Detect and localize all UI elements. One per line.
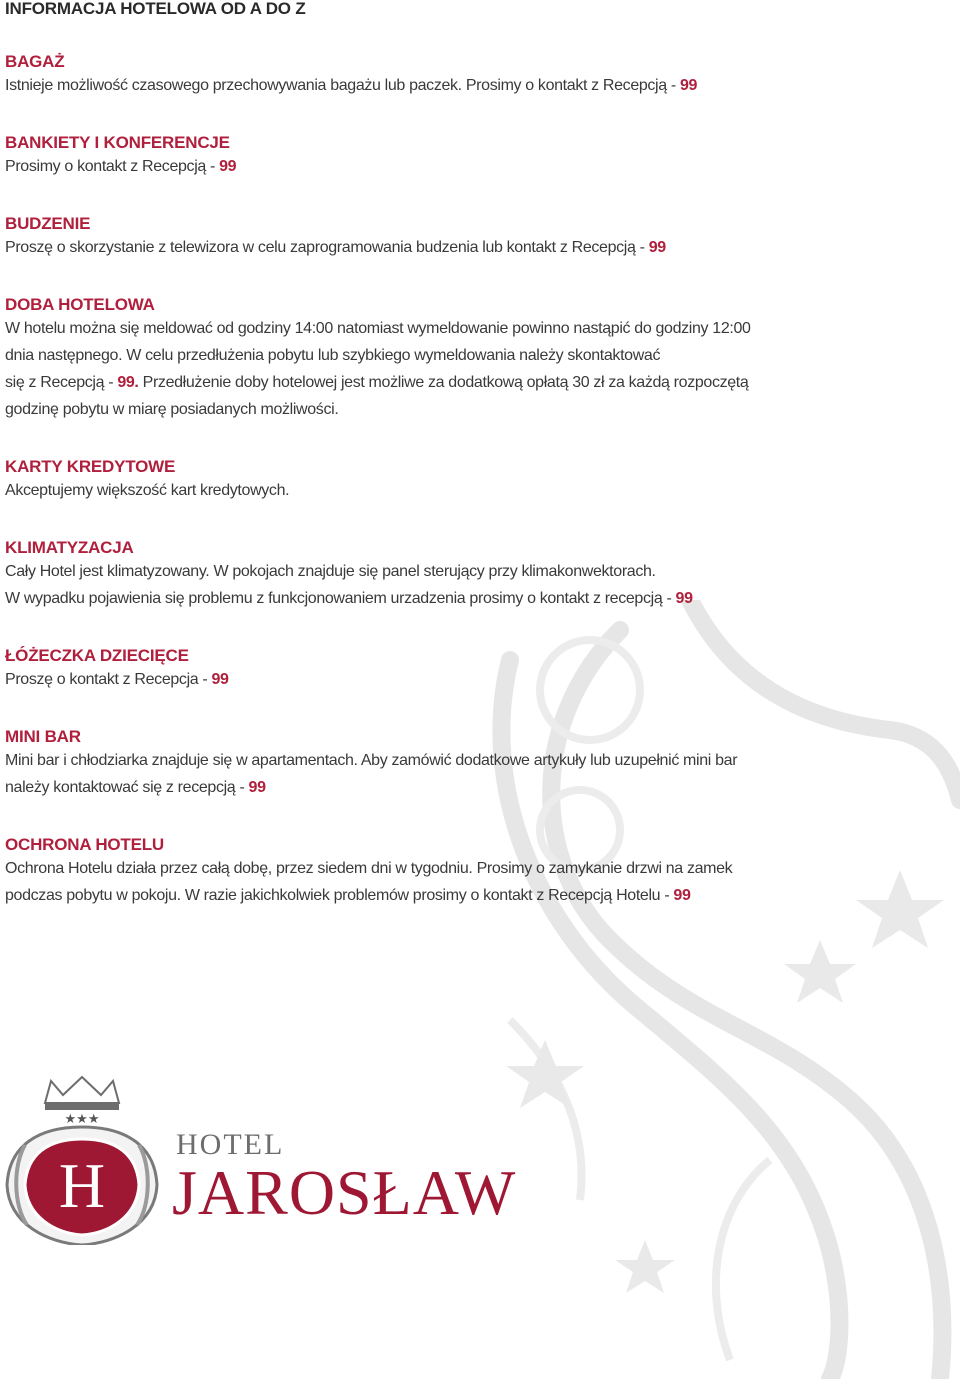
- body-line: [5, 369, 751, 396]
- line-text: Istnieje możliwość czasowego przechowywania bagażu lub paczek. Prosimy o kontakt z Recepcją -: [5, 77, 680, 94]
- body-line: [5, 477, 289, 504]
- body-line: [5, 882, 732, 909]
- section-heading: ŁÓŻECZKA DZIECIĘCE: [5, 646, 189, 665]
- body-line: [5, 72, 697, 99]
- line-text: podczas pobytu w pokoju. W razie jakichkolwiek problemów prosimy o kontakt z Recepcją Hotelu -: [5, 887, 674, 904]
- line-text: Proszę o skorzystanie z telewizora w celu zaprogramowania budzenia lub kontakt z Recepcją -: [5, 239, 649, 256]
- line-text: Mini bar i chłodziarka znajduje się w apartamentach. Aby zamówić dodatkowe artykuły lub uzupełnić mini bar: [5, 752, 738, 769]
- document-content: [5, 0, 955, 18]
- info-section: [5, 295, 751, 423]
- info-section: [5, 214, 666, 261]
- section-heading: BUDZENIE: [5, 214, 91, 233]
- body-line: [5, 585, 693, 612]
- body-line: [5, 234, 666, 261]
- section-body: [5, 153, 236, 180]
- info-section: [5, 646, 229, 693]
- section-body: [5, 855, 732, 909]
- crown-icon: [45, 1077, 119, 1110]
- line-text: W wypadku pojawienia się problemu z funkcjonowaniem urzadzenia prosimy o kontakt z recepcją -: [5, 590, 676, 607]
- section-body: [5, 234, 666, 261]
- section-heading: MINI BAR: [5, 727, 81, 746]
- section-body: [5, 72, 697, 99]
- body-line: [5, 558, 693, 585]
- info-section: [5, 457, 289, 504]
- section-body: [5, 747, 737, 801]
- line-text: W hotelu można się meldować od godziny 14:00 natomiast wymeldowanie powinno nastąpić do godziny 12:00: [5, 320, 751, 337]
- line-text: Proszę o kontakt z Recepcja -: [5, 671, 212, 688]
- line-text: dnia następnego. W celu przedłużenia pobytu lub szybkiego wymeldowania należy skontaktować: [5, 347, 661, 364]
- reception-phone: 99: [679, 77, 698, 94]
- reception-phone: 99: [673, 887, 691, 904]
- info-section: [5, 133, 236, 180]
- line-text-after: Przedłużenie doby hotelowej jest możliwe za dodatkową opłatą 30 zł za każdą rozpoczętą: [138, 374, 749, 391]
- line-text: Ochrona Hotelu działa przez całą dobę, przez siedem dni w tygodniu. Prosimy o zamykanie drzwi na zamek: [5, 860, 733, 877]
- section-body: [5, 666, 229, 693]
- section-heading: DOBA HOTELOWA: [5, 295, 155, 314]
- emblem-letter: H: [58, 1150, 106, 1221]
- stars-icon: ★★★: [64, 1112, 100, 1127]
- body-line: [5, 315, 751, 342]
- body-line: [5, 666, 229, 693]
- reception-phone: 99: [248, 779, 266, 796]
- body-line: [5, 855, 732, 882]
- line-text: Prosimy o kontakt z Recepcją -: [5, 158, 220, 175]
- reception-phone: 99.: [117, 374, 139, 391]
- reception-phone: 99: [211, 671, 229, 688]
- reception-phone: 99: [648, 239, 666, 256]
- reception-phone: 99: [219, 158, 237, 175]
- info-section: [5, 835, 732, 909]
- section-heading: KLIMATYZACJA: [5, 538, 134, 557]
- info-section: [5, 727, 737, 801]
- line-text: się z Recepcją -: [5, 374, 118, 391]
- section-heading: OCHRONA HOTELU: [5, 835, 165, 854]
- ornament-watermark: [470, 600, 960, 1379]
- body-line: [5, 153, 236, 180]
- section-body: [5, 477, 289, 504]
- section-body: [5, 558, 693, 612]
- body-line: [5, 342, 751, 369]
- document-title: INFORMACJA HOTELOWA OD A DO Z: [5, 0, 306, 18]
- info-section: [5, 538, 693, 612]
- line-text: Cały Hotel jest klimatyzowany. W pokojach znajduje się panel sterujący przy klimakonwektorach.: [5, 563, 656, 580]
- line-text: należy kontaktować się z recepcją -: [5, 779, 249, 796]
- logo-brand-name: JAROSŁAW: [172, 1157, 517, 1228]
- logo-hotel-word: HOTEL: [176, 1128, 285, 1161]
- section-heading: BAGAŻ: [5, 52, 65, 71]
- line-text: godzinę pobytu w miarę posiadanych możliwości.: [5, 401, 339, 418]
- body-line: [5, 747, 737, 774]
- reception-phone: 99: [675, 590, 693, 607]
- section-heading: BANKIETY I KONFERENCJE: [5, 133, 230, 152]
- body-line: [5, 396, 751, 423]
- line-text: Akceptujemy większość kart kredytowych.: [5, 482, 290, 499]
- info-section: [5, 52, 697, 99]
- section-heading: KARTY KREDYTOWE: [5, 457, 176, 476]
- section-body: [5, 315, 751, 423]
- body-line: [5, 774, 737, 801]
